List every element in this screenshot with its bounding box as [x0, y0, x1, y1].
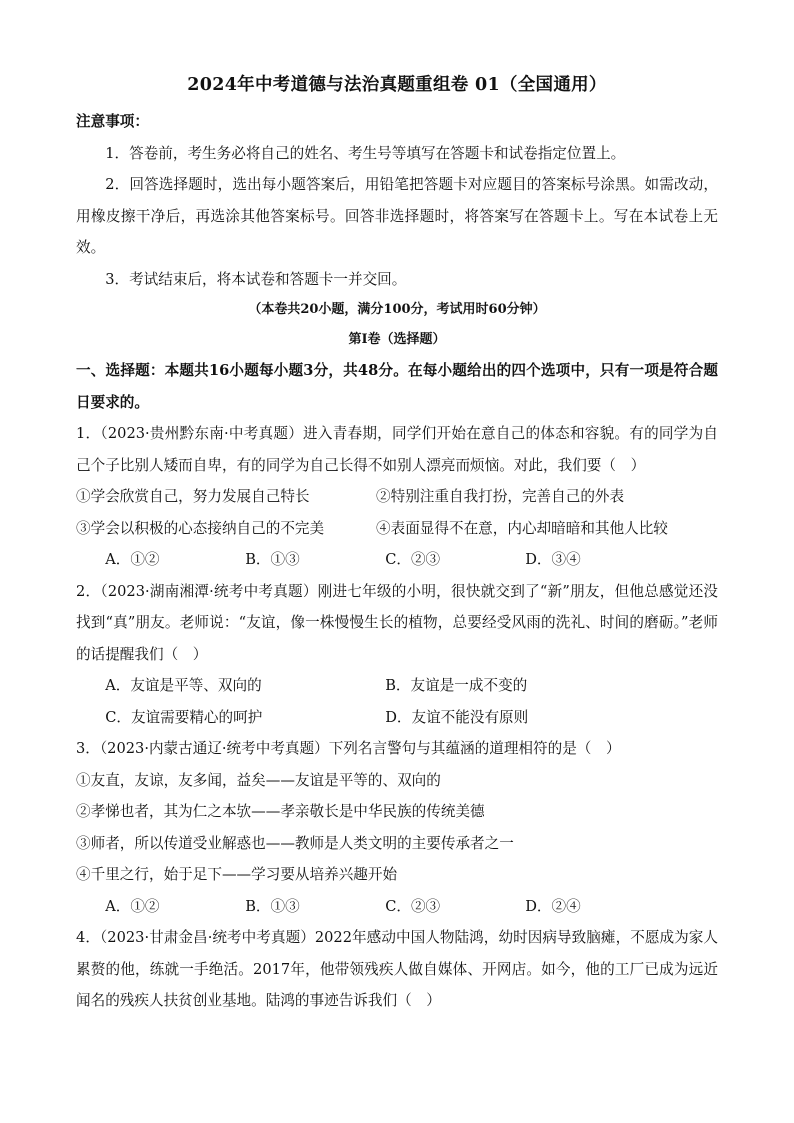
notice-item-3: 3．考试结束后，将本试卷和答题卡一并交回。	[105, 270, 407, 288]
option-c: C．②③	[385, 551, 441, 568]
option-a: A．①②	[105, 897, 160, 915]
notice-heading: 注意事项：	[76, 113, 149, 130]
statement: ④表面显得不在意，内心却暗暗和其他人比较	[376, 519, 668, 537]
question-1	[76, 418, 718, 576]
option-b: B．①③	[245, 551, 300, 568]
notice-item-1: 1．答卷前，考生务必将自己的姓名、考生号等填写在答题卡和试卷指定位置上。	[105, 144, 626, 162]
option-c: C．②③	[385, 897, 441, 915]
option-d: D．友谊不能没有原则	[385, 708, 529, 726]
option-b: B．友谊是一成不变的	[385, 677, 528, 694]
question-stem: 1．（2023·贵州黔东南·中考真题）进入青春期，同学们开始在意自己的体态和容貌。有的同学为自己个子比别人矮而自卑，有的同学为自己长得不如别人漂亮而烦恼。对此，我们要（ ）	[76, 425, 718, 474]
statement-row	[76, 481, 718, 513]
part-title: 第Ⅰ卷（选择题）	[348, 332, 446, 347]
statement: ②孝悌也者，其为仁之本欤——孝亲敬长是中华民族的传统美德	[76, 803, 485, 820]
statement: ①学会欣赏自己，努力发展自己特长	[76, 488, 310, 505]
option-b: B．①③	[245, 897, 300, 915]
statement-row	[76, 513, 718, 545]
question-3	[76, 733, 718, 922]
statement: ①友直，友谅，友多闻，益矣——友谊是平等的、双向的	[76, 771, 441, 789]
notice-item-2: 2．回答选择题时，选出每小题答案后，用铅笔把答题卡对应题目的答案标号涂黑。如需改动，用橡皮擦干净后，再选涂其他答案标号。回答非选择题时，将答案写在答题卡上。写在本试卷上无效。	[76, 176, 718, 256]
options-row	[76, 891, 718, 923]
question-2	[76, 576, 718, 734]
exam-info: （本卷共20小题，满分100分，考试用时60分钟）	[248, 302, 546, 317]
statement: ③学会以积极的心态接纳自己的不完美	[76, 519, 325, 537]
question-stem: 4．（2023·甘肃金昌·统考中考真题）2022年感动中国人物陆鸿，幼时因病导致脑瘫，不愿成为家人累赘的他，练就一手绝活。2017年，他带领残疾人做自媒体、开网店。如今，他的工厂已成为远近闻名的残疾人扶贫创业基地。陆鸿的事迹告诉我们（ ）	[76, 929, 718, 1009]
page-title: 2024年中考道德与法治真题重组卷 01（全国通用）	[187, 75, 607, 95]
statement: ②特别注重自我打扮，完善自己的外表	[376, 488, 625, 505]
question-4	[76, 922, 718, 1017]
statement: ③师者，所以传道受业解惑也——教师是人类文明的主要传承者之一	[76, 834, 514, 852]
exam-page	[76, 72, 718, 1017]
question-stem: 3．（2023·内蒙古通辽·统考中考真题）下列名言警句与其蕴涵的道理相符的是（ ）	[76, 740, 621, 757]
section-intro: 一、选择题：本题共16小题每小题3分，共48分。在每小题给出的四个选项中，只有一项是符合题日要求的。	[76, 362, 718, 411]
options-grid	[76, 670, 718, 733]
option-d: D．③④	[525, 551, 581, 568]
option-c: C．友谊需要精心的呵护	[105, 708, 263, 726]
option-a: A．①②	[105, 551, 160, 568]
option-d: D．②④	[525, 897, 581, 915]
option-a: A．友谊是平等、双向的	[105, 677, 262, 694]
options-row	[76, 544, 718, 576]
question-stem: 2．（2023·湖南湘潭·统考中考真题）刚进七年级的小明，很快就交到了“新”朋友，但他总感觉还没找到“真”朋友。老师说：“友谊，像一株慢慢生长的植物，总要经受风雨的洗礼、时间的磨砺。”老师的话提醒我们（ ）	[76, 582, 718, 663]
statement: ④千里之行，始于足下——学习要从培养兴趣开始	[76, 866, 398, 883]
